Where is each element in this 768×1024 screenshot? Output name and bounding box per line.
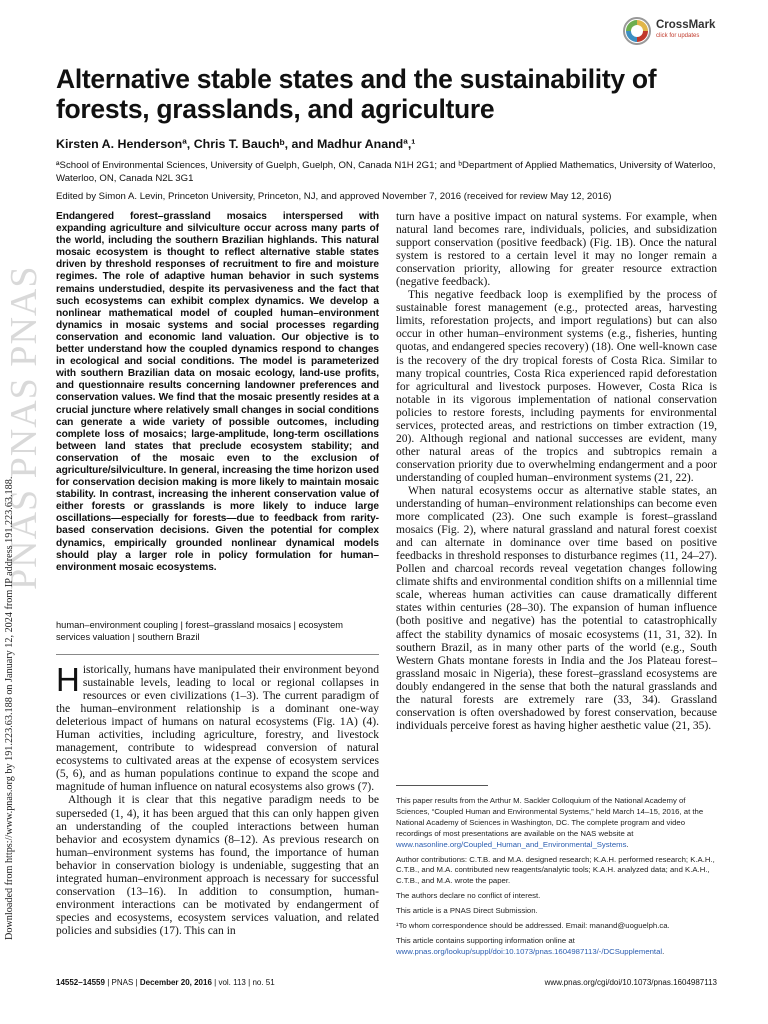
issue-number: no. 51 [252,978,275,987]
watermark-text: PNAS PNAS PNAS [3,265,45,590]
body-paragraph: turn have a positive impact on natural systems. For example, when natural land becomes rare, individuals, policies, and subsidization support conservation (positive feedback) (Fig. 1B). Once the natural system is restored to a certain level it may no longer remain a conservation priority, allowing for greater resource extraction (negative feedback). [396,211,717,289]
volume: vol. 113 [218,978,246,987]
footnote-correspondence: ¹To whom correspondence should be addressed. Email: manand@uoguelph.ca. [396,921,670,931]
body-column-left [56,661,379,938]
author-list: Kirsten A. Hendersonª, Chris T. Bauchᵇ, and Madhur Anandª,¹ [56,137,416,151]
page-footer-left: 14552–14559 | PNAS | December 20, 2016 | vol. 113 | no. 51 [56,978,275,987]
edited-by: Edited by Simon A. Levin, Princeton University, Princeton, NJ, and approved November 7, 2016 (received for review May 12, 2016) [56,191,612,202]
footnote-conflict: The authors declare no conflict of interest. [396,891,541,901]
body-paragraph: This negative feedback loop is exemplified by the process of sustainable forest management (e.g., protected areas, harvesting limits, reforestation projects, and import regulations) but can also occur in other human–environment systems (e.g., fisheries, hunting quotas, and endangered species recovery) (18). One well-known case is the recovery of the dry tropical forests of Costa Rica. Similar to many tropical countries, Costa Rica experienced rapid deforestation for agricultural and livestock purposes. However, Costa Rica is notable in its vigorous implementation of national conservation policies to restore forests, including payments for environmental services, protected areas, and restrictions on timber extraction (19, 20). Although regional and national successes are evident, many other natural areas of the tropics and subtropics remain a conservation priority due to overwhelming endangerment and a poor understanding of coupled human–environment systems (21, 22). [396,289,717,484]
affiliations: ªSchool of Environmental Sciences, University of Guelph, Guelph, ON, Canada N1H 2G1; and ᵇDepartment of Applied Mathematics, University of Waterloo, Waterloo, ON, Canada N2L 3G1 [56,160,716,184]
journal-name: PNAS [111,978,134,987]
download-notice [4,470,24,940]
crossmark-sublabel: click for updates [656,33,700,39]
keywords-divider [56,654,379,655]
doi-link[interactable]: www.pnas.org/cgi/doi/10.1073/pnas.1604987113 [544,978,717,987]
body-paragraph: Although it is clear that this negative paradigm needs to be superseded (1, 4), it has been argued that this can only happen given an understanding of the coupled interactions between human behavior and ecosystem dynamics (8–12). As previous research on human–environment systems has found, the importance of human behavior in conservation biology is undeniable, suggesting that an integrated human–environment approach is necessary for successful conservation (13–16). In addition to consumption, human-environment interactions can be motivated by endangerment of species and ecosystems, ecosystem services valuation, and related policies and subsidies (17). This can in [56,794,379,937]
crossmark-badge[interactable] [622,16,718,46]
footnote-divider [396,785,488,786]
footnote-contributions: Author contributions: C.T.B. and M.A. designed research; K.A.H. performed research; K.A.H., C.T.B., and M.A. contributed new reagents/analytic tools; K.A.H. analyzed data; and K.A.H., C.T.B., and M.A. wrote the paper. [396,854,715,886]
nas-website-link[interactable]: www.nasonline.org/Coupled_Human_and_Environmental_Systems [396,839,627,849]
footnotes [396,796,717,962]
body-paragraph: When natural ecosystems occur as alternative stable states, an understanding of human–environment relationships can become even more complicated (23). One such example is forest–grassland mosaics (Fig. 2), where natural grassland and natural forest coexist and can alternate in dominance over time based on positive feedbacks in threshold responses to disturbance regimes (11, 24–27). Pollen and charcoal records reveal vegetation changes following climate shifts and environmental condition shifts on a millennial time scale, whereas human activities can cause dramatically different states within centuries (28–30). The expansion of human influence (both positive and negative) has the potential to catastrophically affect the stability dynamics of mosaic ecosystems (11, 31, 32). In southern Brazil, as in many other parts of the world (e.g., South Western Ghats montane forests in India and the Jos Plateau forest–grassland mosaic in Nigeria), these forest–grassland ecosystems are doubly endangered in the sense that both the natural grasslands and the natural forests are extremely rare (33, 34). Grassland conservation is often overshadowed by forest conservation, because individuals perceive forest as having higher aesthetic value (21, 35). [396,484,718,732]
paragraph-text: istorically, humans have manipulated their environment beyond sustainable levels, leading to local or regional collapses in resources or even civilizations (1–3). The current paradigm of the human–environment relationship is a dominant one-way deleterious impact of humans on natural ecosystems (Fig. 1A) (4). Human activities, including agriculture, forestry, and livestock management, contribute to widespread conversion of natural ecosystems to cultivated areas at the expense of ecosystem services (5, 6), and as human populations continue to expand the scope and magnitude of human influence on natural ecosystems also grows (7). [56,664,379,794]
crossmark-label: CrossMark [656,19,716,31]
download-notice-text: Downloaded from https://www.pnas.org by 191.223.63.188 on January 12, 2024 from IP address 191.223.63.188. [4,476,15,940]
footnote-supporting: This article contains supporting information online at www.pnas.org/lookup/suppl/doi:10.1073/pnas.1604987113/-/DCSupplemental. [396,935,665,956]
footnote-submission: This article is a PNAS Direct Submission. [396,906,538,916]
abstract: Endangered forest–grassland mosaics interspersed with expanding agriculture and silviculture occur across many parts of the world, including the southern Brazilian highlands. This natural mosaic ecosystem is thought to reflect alternative stable states driven by threshold responses of recruitment to fire and moisture regimes. The role of adaptive human behavior in such systems remains understudied, despite its pervasiveness and the fact that such ecosystems can exhibit complex dynamics. We develop a nonlinear mathematical model of coupled human–environment dynamics in mosaic systems and social processes regarding conservation and economic land valuation. Our objective is to better understand how the coupled dynamics respond to changes in ecological and social conditions. The model is parameterized with southern Brazilian data on mosaic ecology, land-use profits, and questionnaire results concerning landowner preferences and conservation values. We find that the mosaic presently resides at a crucial juncture where relatively small changes in social conditions can generate a wide variety of possible outcomes, including complete loss of mosaics; large-amplitude, long-term oscillations between land states that preclude ecosystem stability; and conservation of the mosaic even to the exclusion of agriculture/silviculture. In general, increasing the time horizon used for conservation decision making is more likely to maintain mosaic stability. In contrast, increasing the inherent conservation value of either forests or grasslands is more likely to induce large oscillations—especially for forests—due to feedback from rarity-based conservation decisions. Given the potential for complex dynamics, empirically grounded nonlinear dynamical models should play a larger role in policy formulation for human–environment mosaic ecosystems. [56,211,379,573]
page-range: 14552–14559 [56,978,105,987]
footnote-colloquium: This paper results from the Arthur M. Sackler Colloquium of the National Academy of Sciences, “Coupled Human and Environmental Systems,” held March 14–15, 2016, at the National Academy of Sciences in Washington, DC. The complete program and video recordings of most presentations are available on the NAS website at www.nasonline.org/Coupled_Human_and_Environmental_Systems. [396,796,704,849]
body-paragraph [56,661,379,794]
body-column-right [396,211,717,733]
supplemental-link[interactable]: www.pnas.org/lookup/suppl/doi:10.1073/pnas.1604987113/-/DCSupplemental [396,946,663,956]
drop-cap: H [56,661,80,698]
crossmark-icon [622,16,652,46]
issue-date: December 20, 2016 [139,978,212,987]
keywords: human–environment coupling | forest–grassland mosaics | ecosystem services valuation | southern Brazil [56,620,343,643]
article-title: Alternative stable states and the sustainability of forests, grasslands, and agriculture [56,64,657,124]
